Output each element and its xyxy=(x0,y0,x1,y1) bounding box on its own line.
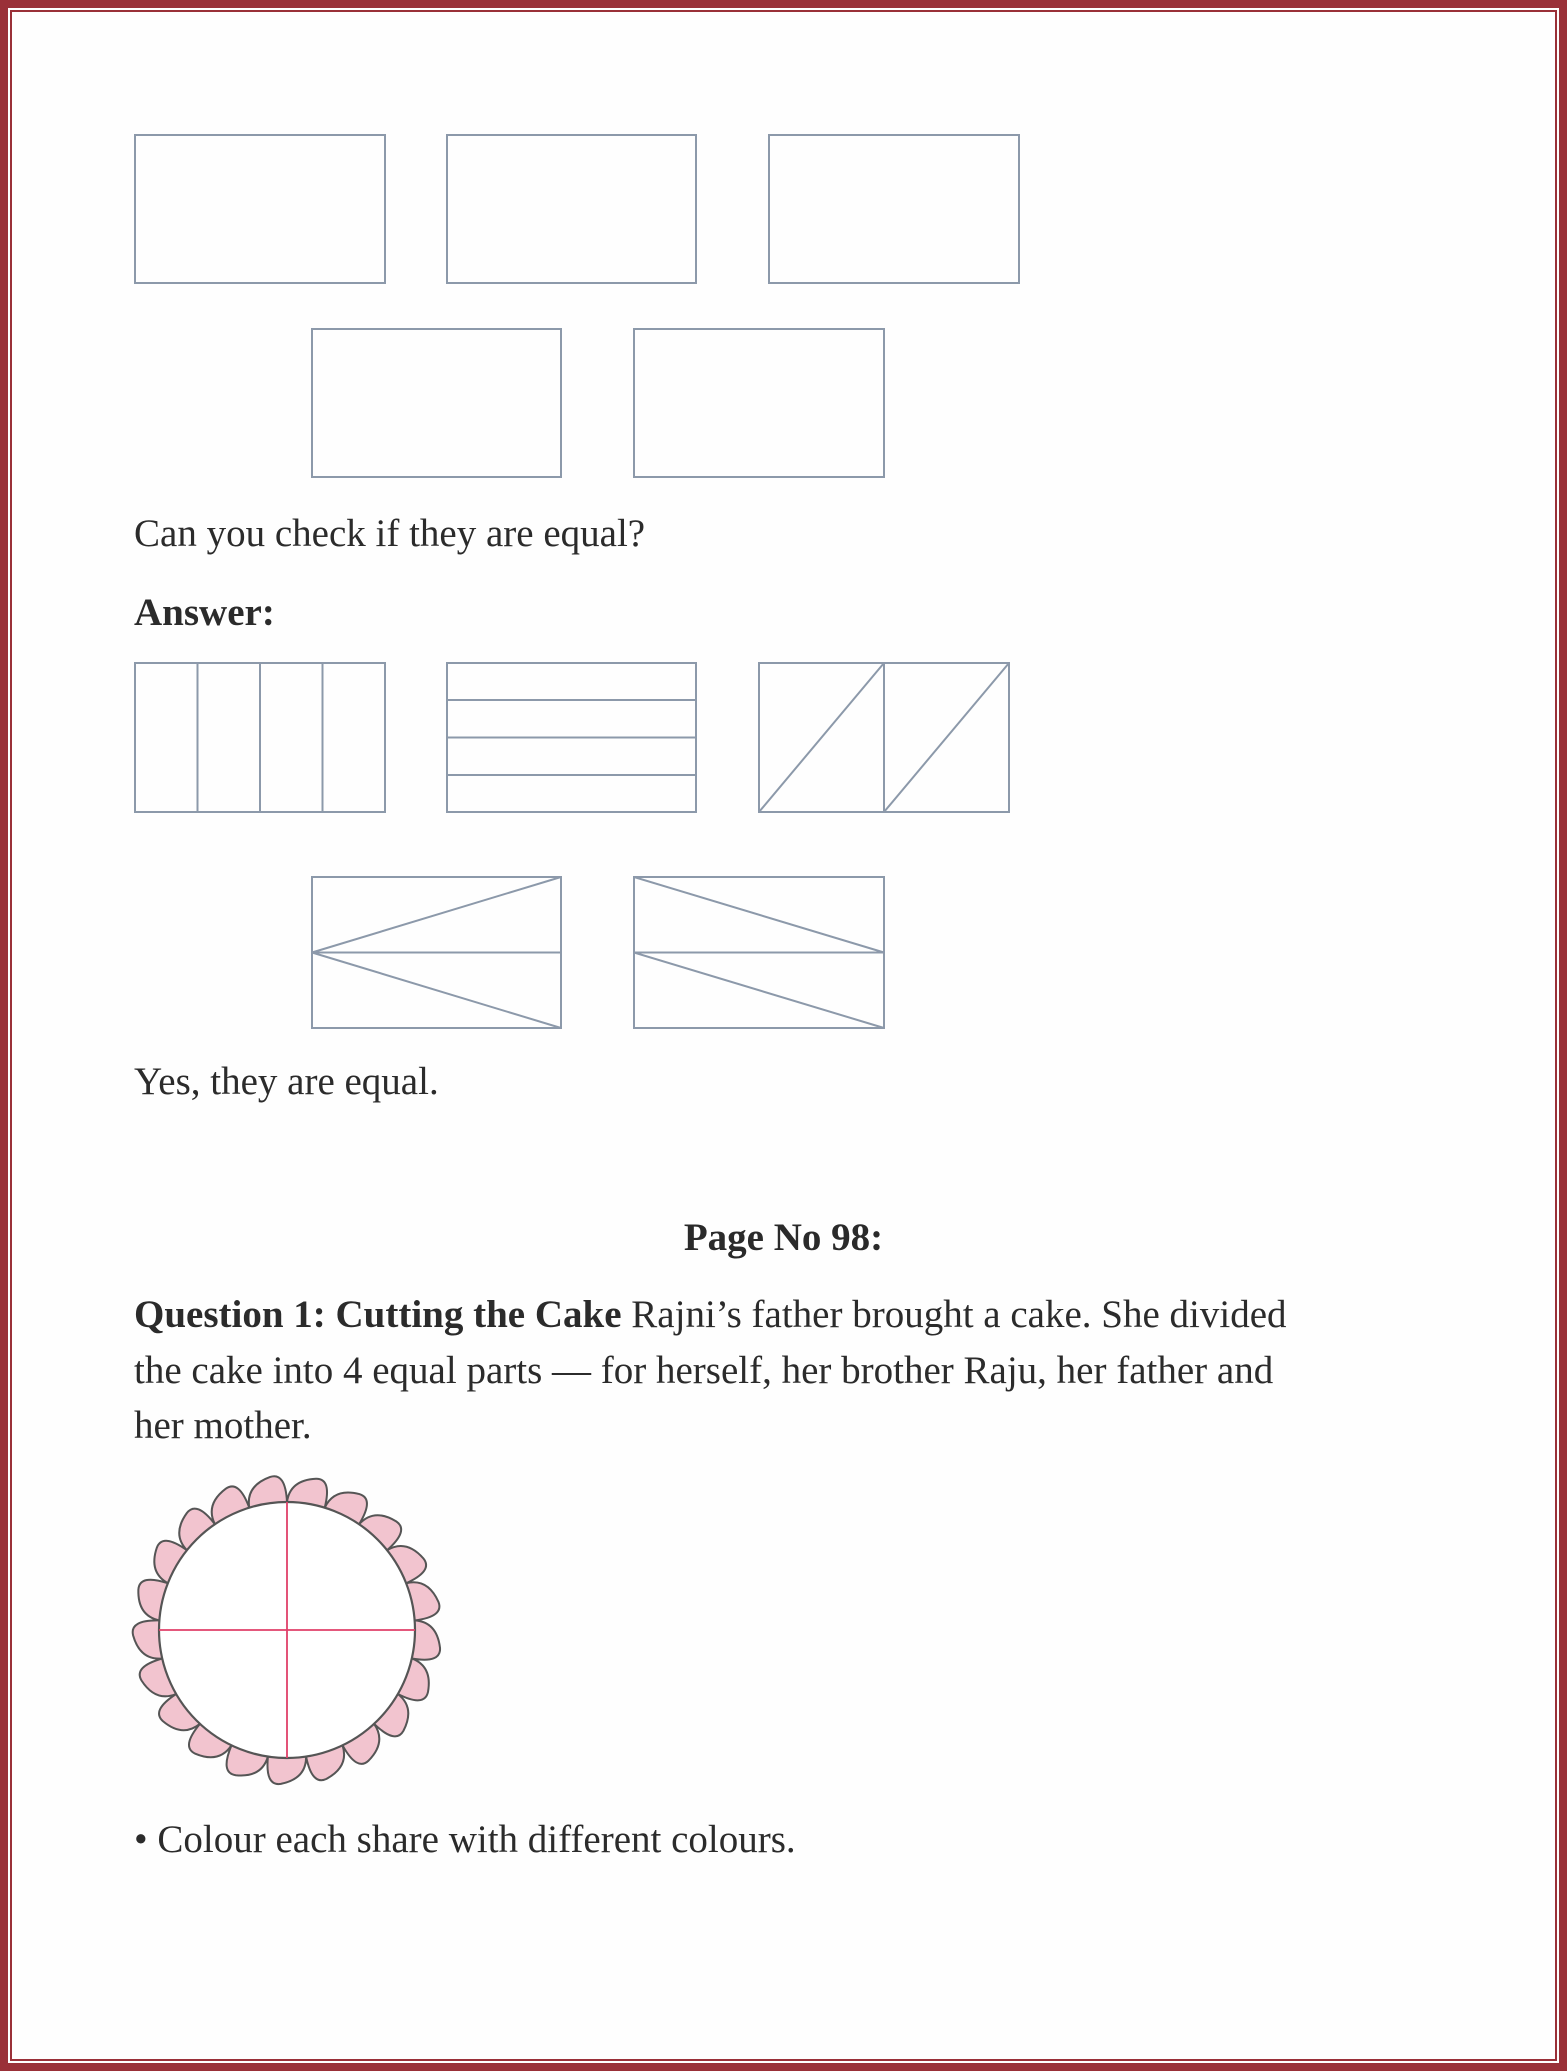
question-text-1: Rajni’s father brought a cake. She divided xyxy=(621,1293,1287,1336)
answer-fig-horizontal-quarters xyxy=(447,663,696,812)
section-title: Page No 98: xyxy=(683,1216,884,1259)
question-line-2: the cake into 4 equal parts — for herself, her brother Raju, her father and xyxy=(134,1348,1274,1392)
question-rect-5 xyxy=(634,329,884,477)
question-label: Question 1: Cutting the Cake xyxy=(134,1293,622,1336)
answer-fig-parallel-diagonal-quarters xyxy=(634,877,884,1028)
answer-fig-diagonal-quarters xyxy=(759,663,1009,812)
bullet-text: Colour each share with different colours. xyxy=(147,1818,796,1861)
answer-text: Yes, they are equal. xyxy=(134,1060,439,1103)
question-paragraph xyxy=(134,1287,1444,1454)
question-rect-3 xyxy=(769,135,1019,283)
prompt-text: Can you check if they are equal? xyxy=(134,512,646,555)
cake-illustration xyxy=(130,1470,450,1790)
answer-fig-arrow-quarters xyxy=(312,877,561,1028)
answer-fig-vertical-quarters xyxy=(135,663,385,812)
question-rect-2 xyxy=(447,135,696,283)
bullet-icon: • xyxy=(134,1818,148,1861)
question-line-3: her mother. xyxy=(134,1404,312,1447)
cake-petal xyxy=(267,1757,306,1785)
answer-figures xyxy=(0,600,1567,1050)
bullet-item xyxy=(134,1812,796,1867)
question-rect-1 xyxy=(135,135,385,283)
answer-label: Answer: xyxy=(134,591,275,634)
question-rect-4 xyxy=(312,329,561,477)
question-line-1 xyxy=(134,1287,1444,1343)
cake-petal xyxy=(133,1620,163,1658)
